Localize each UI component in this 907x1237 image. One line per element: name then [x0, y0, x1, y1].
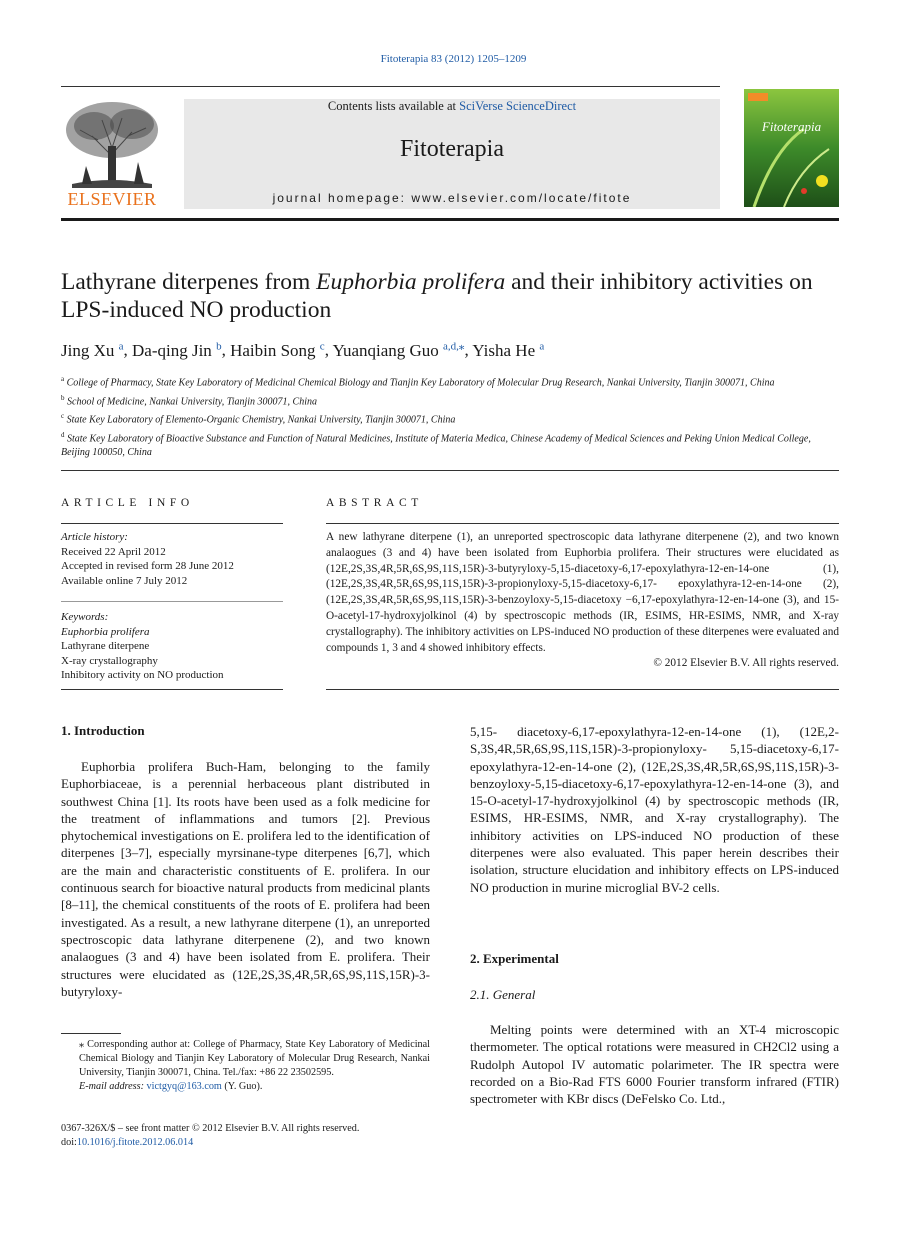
abstract-rule: [326, 523, 839, 524]
author-name: Jing Xu: [61, 340, 115, 360]
author: [132, 341, 222, 360]
journal-masthead: [184, 99, 720, 209]
abstract-bottom-rule: [326, 689, 839, 690]
keyword-item: Lathyrane diterpene: [61, 640, 150, 652]
title-species: Euphorbia prolifera: [316, 269, 506, 295]
footnote-rule: [61, 1033, 121, 1034]
keyword-item: Inhibitory activity on NO production: [61, 669, 224, 681]
email-link[interactable]: victgyq@163.com: [146, 1081, 222, 1092]
affiliation-text: School of Medicine, Nankai University, Tianjin 300071, China: [67, 395, 317, 407]
affiliation-key: c: [61, 412, 65, 421]
issn-line: 0367-326X/$ – see front matter © 2012 Elsevier B.V. All rights reserved.: [61, 1123, 360, 1134]
author: [61, 341, 124, 360]
general-subheading: 2.1. General: [470, 987, 536, 1002]
affiliation-key: a: [61, 375, 65, 383]
author-name: Haibin Song: [230, 340, 316, 360]
author-list: Jing Xu $^a$, Da-qing Jin $^b$, Haibin Song $^c$, Yuanqiang Guo $^{a,d,⁎}$, Yisha He $^a$: [61, 340, 545, 360]
keywords-label: Keywords:: [61, 611, 109, 623]
email-line: [61, 1080, 430, 1094]
corresponding-footnote: [61, 1038, 430, 1094]
journal-cover: [744, 89, 839, 207]
intro-heading: 1. Introduction: [61, 723, 145, 738]
affiliation-item: [61, 428, 821, 461]
publisher-wordmark: ELSEVIER: [67, 189, 157, 209]
abstract-heading: ABSTRACT: [326, 497, 423, 509]
cover-title: Fitoterapia: [761, 119, 822, 134]
header-rule: [61, 86, 720, 87]
author-affiliation-marker[interactable]: c: [319, 340, 325, 352]
front-matter: [61, 1122, 430, 1150]
doi-line: [61, 1136, 430, 1150]
journal-homepage[interactable]: journal homepage: www.elsevier.com/locate/fitote: [272, 191, 632, 205]
experimental-heading: 2. Experimental: [470, 951, 559, 966]
history-label: Article history:: [61, 531, 128, 543]
affiliation-key: b: [61, 393, 65, 402]
journal-reference[interactable]: Fitoterapia 83 (2012) 1205–1209: [380, 53, 527, 65]
keyword-item: Euphorbia prolifera: [61, 625, 150, 638]
email-suffix: (Y. Guo).: [221, 1081, 263, 1092]
intro-paragraph: Euphorbia prolifera Buch-Ham, belonging to the family Euphorbiaceae, is a perennial herbaceous plant distributed in southwest China [1]. Its roots have been used as a folk medicine for the treatment of inflammations and tumors [2]. Previous phytochemical investigations on E. prolifera led to the identification of diterpenes [3–7], especially myrsinane-type diterpenes [6,7], which are the main and characteristic constituents of E. prolifera. In our continuous search for bioactive natural products from medicinal plants [8–11], the chemical constituents of the roots of E. prolifera had been investigated. As a result, a new lathyrane diterpene (1), an unreported spectroscopic data lathyrane diterpenene (2), and two known analaogues (3 and 4) have been isolated from E. prolifera. Their structures were elucidated as (12E,2S,3S,4R,5R,6S,9S,11S,15R)-3-butyryloxy-: [61, 759, 430, 999]
author-affiliation-marker[interactable]: a,d,⁎: [443, 340, 465, 352]
author: [333, 341, 465, 360]
affiliation-item: [61, 409, 821, 428]
doi-label: doi:: [61, 1137, 77, 1148]
sciencedirect-link[interactable]: SciVerse ScienceDirect: [459, 99, 577, 113]
info-rule: [61, 523, 283, 524]
elsevier-logo: [58, 96, 166, 208]
info-bottom-rule: [61, 689, 283, 690]
revised-date: Accepted in revised form 28 June 2012: [61, 560, 234, 572]
author: [230, 341, 325, 360]
abstract-text: A new lathyrane diterpene (1), an unreported spectroscopic data lathyrane diterpenene (2), and two known analaogues (3 and 4) have been isolated from Euphorbia prolifera. Their structures were elucidated as (12E,2S,3S,4R,5R,6S,9S,11S,15R)-3-butyryloxy-5,15-diacetoxy-6,17-epoxylathyra-12-en-14-one (1), (12E,2S,3S,4R,5R,6S,9S,11S,15R)-3-propionyloxy-5,15-diacetoxy-6,17- epoxylathyra-12-en-14-one (2), (12E,2S,3S,4R,5R,6S,9S,11S,15R)-3-benzoyloxy-5,15-diacetoxy −6,17-epoxylathyra-12-en-14-one (3), and 15-O-acetyl-17-hydroxyjolkinol (4) by spectroscopic methods (IR, ESIMS, HR-ESIMS, NMR, and X-ray crystallography). The inhibitory activities on LPS-induced NO production of these diterpenes were evaluated and compounds 1, 3 and 4 showed inhibitory effects.: [326, 531, 839, 654]
corresponding-author-note: ⁎ Corresponding author at: College of Pharmacy, State Key Laboratory of Medicinal Chemical Biology and Tianjin Key Laboratory of Molecular Drug Research, Nankai University, Tianjin 300071, China. Tel./fax: +86 22 23502595.: [79, 1039, 430, 1078]
affiliation-text: College of Pharmacy, State Key Laboratory of Medicinal Chemical Biology and Tianjin Key Laboratory of Molecular Drug Research, Nankai University, Tianjin 300071, China: [66, 377, 775, 389]
paper-title: [61, 268, 851, 324]
affiliation-item: [61, 391, 821, 410]
abstract-copyright: © 2012 Elsevier B.V. All rights reserved.: [653, 657, 839, 670]
received-date: Received 22 April 2012: [61, 545, 166, 558]
title-part-2: and their inhibitory activities on LPS-induced NO production: [61, 269, 813, 323]
title-part-1: Lathyrane diterpenes from: [61, 269, 317, 295]
keywords: [61, 610, 283, 683]
contents-availability: [184, 99, 720, 114]
article-history: [61, 530, 283, 588]
email-label: E-mail address:: [79, 1081, 147, 1092]
author-affiliation-marker[interactable]: b: [216, 340, 222, 352]
author-name: Da-qing Jin: [132, 340, 212, 360]
contents-prefix: Contents lists available at: [327, 99, 460, 113]
author-name: Yisha He: [472, 340, 536, 360]
affiliations: [61, 372, 821, 460]
header-thick-rule: [61, 218, 839, 221]
article-info-heading: ARTICLE INFO: [61, 497, 194, 509]
affiliation-rule: [61, 470, 839, 471]
general-paragraph: Melting points were determined with an XT-4 microscopic thermometer. The optical rotations were measured in CH2Cl2 using a Rudolph Autopol IV automatic polarimeter. The IR spectra were recorded on a Bio-Rad FTS 6000 Fourier transform infrared (FTIR) spectrometer with KBr discs (DeFelsko Co. Ltd.,: [470, 1022, 839, 1107]
affiliation-key: d: [61, 430, 65, 439]
author-affiliation-marker[interactable]: a: [539, 340, 545, 352]
doi-link[interactable]: 10.1016/j.fitote.2012.06.014: [76, 1137, 194, 1148]
keyword-item: X-ray crystallography: [61, 654, 158, 667]
journal-title: Fitoterapia: [400, 136, 504, 162]
author-affiliation-marker[interactable]: a: [118, 340, 124, 352]
affiliation-text: State Key Laboratory of Bioactive Substance and Function of Natural Medicines, Institute of Materia Medica, Chinese Academy of Medical Sciences and Peking Union Medical College, Beijing 100050, China: [61, 432, 811, 459]
affiliation-item: [61, 372, 821, 391]
online-date: Available online 7 July 2012: [61, 574, 188, 587]
abstract-body: [326, 530, 839, 672]
author: [472, 341, 544, 360]
cover-image-icon: [744, 89, 839, 207]
affiliation-text: State Key Laboratory of Elemento-Organic Chemistry, Nankai University, Tianjin 300071, China: [66, 414, 456, 426]
author-name: Yuanqiang Guo: [332, 340, 439, 360]
intro-continued: 5,15- diacetoxy-6,17-epoxylathyra-12-en-14-one (1), (12E,2-S,3S,4R,5R,6S,9S,11S,15R)-3-propionyloxy- 5,15-diacetoxy-6,17-epoxylathyra-12-en-14-one (2), (12E,2S,3S,4R,5R,6S,9S,11S,15R)-3- benzoyloxy-5,15-diacetoxy-6,17-epoxylathyra-12-en-14-one (3), and 15-O-acetyl-17-hydroxyjolkinol (4) by spectroscopic methods (IR, ESIMS, HR-ESIMS, NMR, and X-ray crystallography). The inhibitory activities on LPS-induced NO production of these diterpenes were also evaluated. This paper herein describes their isolation, structure elucidation and inhibitory effects on LPS-induced NO production in murine microglial BV-2 cells.: [470, 724, 839, 895]
info-divider: [61, 601, 283, 602]
